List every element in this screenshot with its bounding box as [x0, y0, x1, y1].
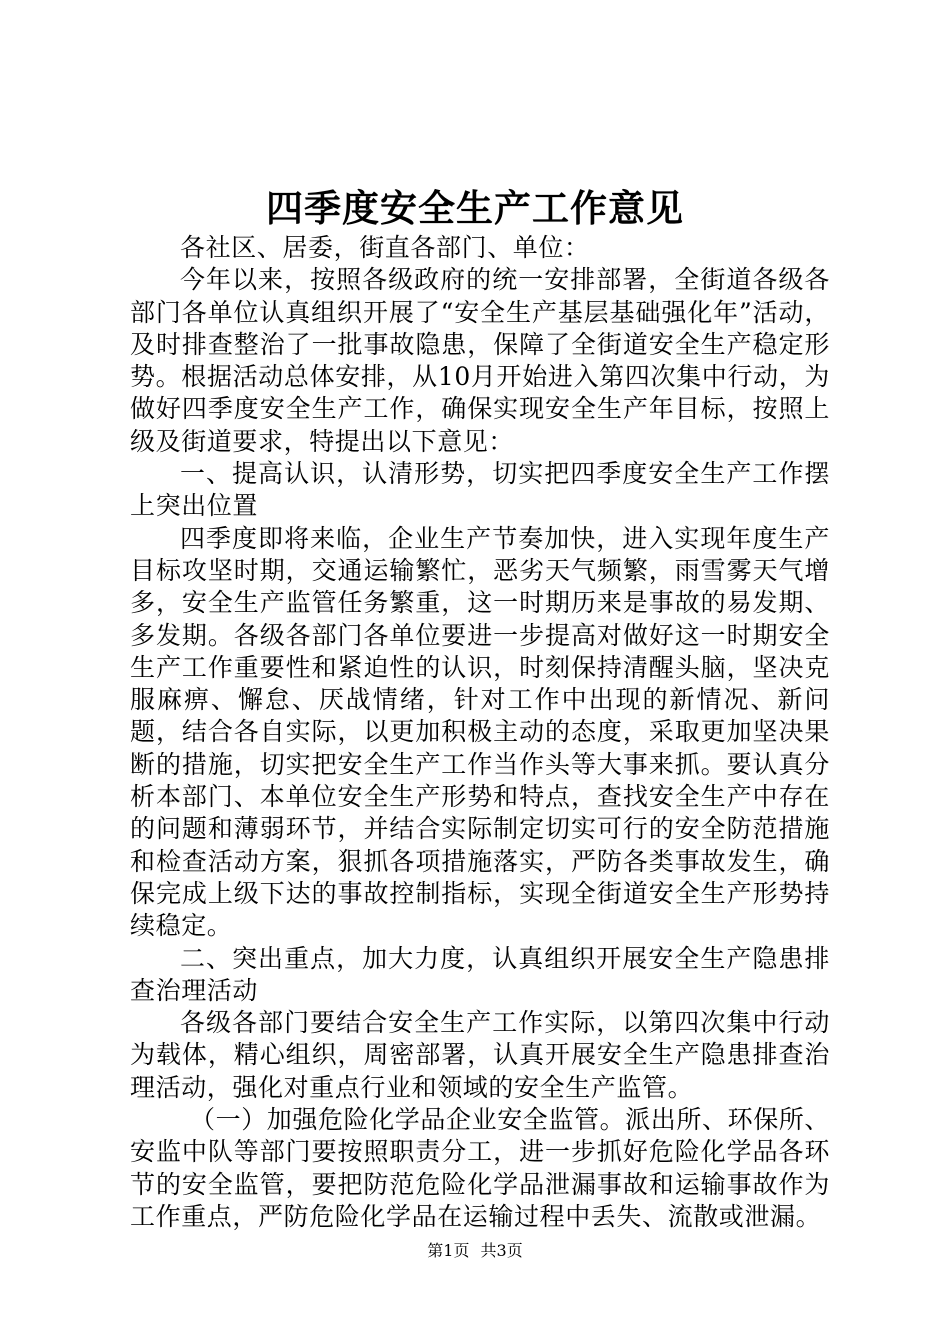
page-total: 共3页	[480, 1241, 523, 1260]
paragraph-section-2: 各级各部门要结合安全生产工作实际，以第四次集中行动为载体，精心组织，周密部署，认真开展安全生产隐患排查治理活动，强化对重点行业和领域的安全生产监管。	[130, 1008, 830, 1102]
section-heading-2: 二、突出重点，加大力度，认真组织开展安全生产隐患排查治理活动	[130, 943, 830, 1005]
document-title: 四季度安全生产工作意见	[266, 186, 684, 230]
paragraph-subsection-1: （一）加强危险化学品企业安全监管。派出所、环保所、安监中队等部门要按照职责分工，进一步抓好危险化学品各环节的安全监管，要把防范危险化学品泄漏事故和运输事故作为工作重点，严防危险化学品在运输过程中丢失、流散或泄漏。	[130, 1105, 831, 1231]
salutation: 各社区、居委，街直各部门、单位：	[180, 233, 590, 262]
page-footer	[0, 1241, 950, 1261]
paragraph-section-1: 四季度即将来临，企业生产节奏加快，进入实现年度生产目标攻坚时期，交通运输繁忙，恶劣天气频繁，雨雪雾天气增多，安全生产监管任务繁重，这一时期历来是事故的易发期、多发期。各级各部门各单位要进一步提高对做好这一时期安全生产工作重要性和紧迫性的认识，时刻保持清醒头脑，坚决克服麻痹、懈怠、厌战情绪，针对工作中出现的新情况、新问题，结合各自实际，以更加积极主动的态度，采取更加坚决果断的措施，切实把安全生产工作当作头等大事来抓。要认真分析本部门、本单位安全生产形势和特点，查找安全生产中存在的问题和薄弱环节，并结合实际制定切实可行的安全防范措施和检查活动方案，狠抓各项措施落实，严防各类事故发生，确保完成上级下达的事故控制指标，实现全街道安全生产形势持续稳定。	[130, 523, 830, 941]
section-heading-1: 一、提高认识，认清形势，切实把四季度安全生产工作摆上突出位置	[130, 459, 830, 521]
document-body	[130, 232, 830, 1233]
page-number: 第1页	[427, 1241, 470, 1260]
paragraph-intro: 今年以来，按照各级政府的统一安排部署，全街道各级各部门各单位认真组织开展了“安全生产基层基础强化年”活动，及时排查整治了一批事故隐患，保障了全街道安全生产稳定形势。根据活动总体安排，从10月开始进入第四次集中行动，为做好四季度安全生产工作，确保实现安全生产年目标，按照上级及街道要求，特提出以下意见：	[130, 265, 830, 456]
